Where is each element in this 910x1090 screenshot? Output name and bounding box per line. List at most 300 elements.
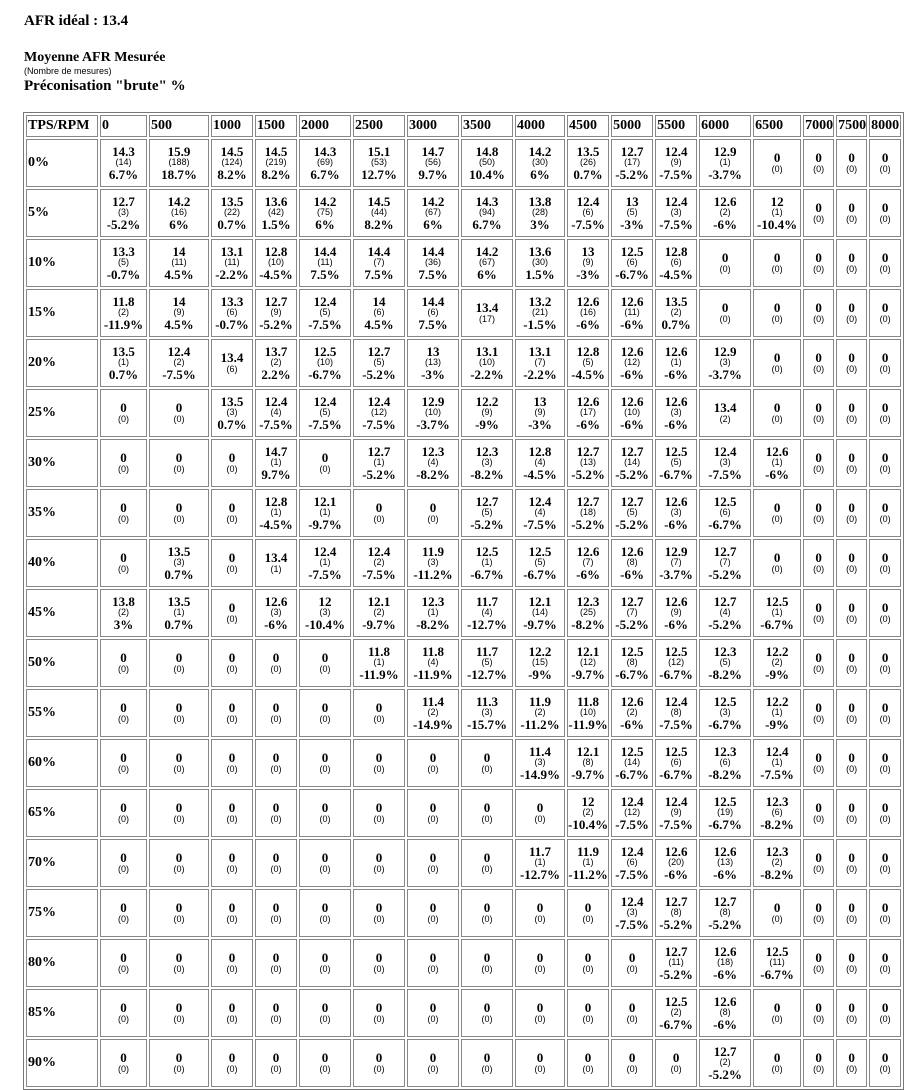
afr-cell <box>515 889 565 937</box>
afr-cell <box>836 789 867 837</box>
afr-cell <box>149 789 209 837</box>
mean-afr-value: 0 <box>175 1000 183 1016</box>
correction-percent: -6.7% <box>659 466 693 482</box>
measure-count: (0) <box>481 914 493 925</box>
mean-afr-value: 0 <box>321 950 329 966</box>
mean-afr-value: 14.7 <box>421 143 445 159</box>
afr-cell <box>100 839 147 887</box>
correction-percent: -3.7% <box>708 166 742 182</box>
mean-afr-value: 0 <box>120 800 127 816</box>
afr-cell <box>655 289 697 337</box>
afr-cell <box>353 889 405 937</box>
afr-cell <box>611 239 653 287</box>
mean-afr-value: 0 <box>584 1050 592 1066</box>
correction-percent: -14.9% <box>519 766 561 782</box>
afr-cell <box>836 239 867 287</box>
mean-afr-value: 12.1 <box>313 493 337 509</box>
afr-cell <box>803 889 834 937</box>
afr-cell <box>803 839 834 887</box>
measure-count: (5) <box>118 257 129 268</box>
afr-cell <box>869 239 901 287</box>
afr-cell <box>836 189 867 237</box>
mean-afr-value: 0 <box>536 900 544 916</box>
mean-afr-value: 12.5 <box>528 543 552 559</box>
mean-afr-value: 13.5 <box>112 343 135 359</box>
correction-percent: -3% <box>528 416 552 432</box>
measure-count: (0) <box>771 414 783 425</box>
mean-afr-value: 11.9 <box>577 843 600 859</box>
afr-cell <box>461 839 513 887</box>
measure-count: (4) <box>427 457 439 468</box>
mean-afr-value: 12.3 <box>765 793 789 809</box>
correction-percent: 0.7% <box>164 566 194 582</box>
measure-count: (1) <box>771 707 783 718</box>
measure-count: (0) <box>427 864 439 875</box>
measure-count: (2) <box>270 357 282 368</box>
mean-afr-value: 0 <box>815 900 822 916</box>
afr-cell <box>299 689 351 737</box>
measure-count: (17) <box>624 157 641 168</box>
afr-cell <box>255 339 297 387</box>
measure-count: (1) <box>319 507 331 518</box>
mean-afr-value: 12.5 <box>313 343 337 359</box>
mean-afr-value: 0 <box>848 950 855 966</box>
mean-afr-value: 15.9 <box>167 143 191 159</box>
measure-count: (3) <box>319 607 331 618</box>
correction-percent: -6% <box>664 866 689 882</box>
mean-afr-value: 0 <box>584 950 592 966</box>
rpm-header: 7500 <box>836 115 867 137</box>
correction-percent: 6% <box>315 216 335 232</box>
mean-afr-value: 0 <box>848 150 855 166</box>
afr-cell <box>803 739 834 787</box>
mean-afr-value: 12.7 <box>112 193 135 209</box>
afr-cell <box>611 539 653 587</box>
mean-afr-value: 0 <box>628 950 636 966</box>
mean-afr-value: 12.2 <box>528 643 552 659</box>
correction-percent: -6.7% <box>615 666 649 682</box>
correction-percent: -6% <box>713 866 738 882</box>
mean-afr-value: 0 <box>815 850 822 866</box>
mean-afr-value: 0 <box>375 950 383 966</box>
afr-cell <box>753 339 801 387</box>
afr-cell <box>353 489 405 537</box>
afr-cell <box>407 639 459 687</box>
measure-count: (0) <box>813 814 825 825</box>
afr-cell <box>611 139 653 187</box>
tps-label: 25% <box>26 389 98 437</box>
measure-count: (13) <box>717 857 734 868</box>
correction-percent: -11.9% <box>413 666 453 682</box>
correction-percent: -4.5% <box>659 266 693 282</box>
rpm-header: 1500 <box>255 115 297 137</box>
measure-count: (0) <box>771 164 783 175</box>
afr-cell <box>407 739 459 787</box>
mean-afr-value: 12 <box>581 793 595 809</box>
afr-cell <box>353 589 405 637</box>
measure-count: (0) <box>173 864 185 875</box>
tps-label: 45% <box>26 589 98 637</box>
correction-percent: -9% <box>475 416 499 432</box>
rpm-header: 6500 <box>753 115 801 137</box>
measure-count: (0) <box>879 464 891 475</box>
measure-count: (188) <box>168 157 190 168</box>
measure-count: (0) <box>846 414 858 425</box>
mean-afr-value: 0 <box>375 850 383 866</box>
afr-cell <box>149 739 209 787</box>
measure-count: (67) <box>478 257 495 268</box>
afr-cell <box>655 589 697 637</box>
correction-percent: 1.5% <box>525 266 555 282</box>
afr-cell <box>299 989 351 1037</box>
correction-percent: -7.5% <box>259 416 293 432</box>
afr-cell <box>655 939 697 987</box>
mean-afr-value: 12.6 <box>620 393 644 409</box>
correction-percent: -2.2% <box>470 366 504 382</box>
measure-count: (5) <box>373 357 385 368</box>
correction-percent: -11.2% <box>568 866 608 882</box>
mean-afr-value: 0 <box>272 900 280 916</box>
correction-percent: -9% <box>528 666 552 682</box>
afr-cell <box>515 439 565 487</box>
afr-cell <box>100 889 147 937</box>
tps-label: 10% <box>26 239 98 287</box>
afr-cell <box>869 189 901 237</box>
afr-cell <box>869 489 901 537</box>
afr-cell <box>211 439 253 487</box>
afr-cell <box>515 539 565 587</box>
afr-cell <box>611 789 653 837</box>
measure-count: (0) <box>846 364 858 375</box>
mean-afr-value: 11.9 <box>528 693 552 709</box>
afr-cell <box>699 339 751 387</box>
mean-afr-value: 12.5 <box>664 643 688 659</box>
measure-count: (0) <box>427 764 439 775</box>
table-row <box>26 839 901 887</box>
measure-count: (2) <box>670 307 682 318</box>
afr-cell <box>407 939 459 987</box>
afr-cell <box>353 539 405 587</box>
measure-count: (0) <box>846 614 858 625</box>
correction-percent: -12.7% <box>466 616 508 632</box>
measure-count: (0) <box>427 514 439 525</box>
measure-count: (6) <box>719 507 731 518</box>
afr-cell <box>299 739 351 787</box>
mean-afr-value: 0 <box>375 900 383 916</box>
afr-cell <box>353 939 405 987</box>
mean-afr-value: 0 <box>721 250 729 266</box>
table-row <box>26 139 901 187</box>
measure-count: (4) <box>481 607 493 618</box>
afr-cell <box>299 589 351 637</box>
afr-cell <box>407 539 459 587</box>
mean-afr-value: 13.5 <box>167 543 191 559</box>
measure-count: (0) <box>427 914 439 925</box>
correction-percent: -8.2% <box>571 616 605 632</box>
measure-count: (30) <box>531 157 548 168</box>
afr-cell <box>461 539 513 587</box>
measure-count: (4) <box>534 457 546 468</box>
mean-afr-value: 0 <box>321 450 329 466</box>
measure-count: (1) <box>319 557 331 568</box>
measure-count: (0) <box>534 1064 546 1075</box>
mean-afr-value: 12.4 <box>313 543 337 559</box>
afr-cell <box>611 339 653 387</box>
afr-cell <box>149 839 209 887</box>
rpm-header: 3000 <box>407 115 459 137</box>
measure-count: (0) <box>813 514 825 525</box>
measure-count: (1) <box>118 357 129 368</box>
mean-afr-value: 0 <box>321 750 329 766</box>
measure-count: (94) <box>478 207 495 218</box>
mean-afr-value: 0 <box>375 1000 383 1016</box>
correction-percent: -9.7% <box>523 616 557 632</box>
afr-cell <box>699 689 751 737</box>
measure-count: (3) <box>427 557 439 568</box>
afr-cell <box>567 289 609 337</box>
measure-count: (0) <box>226 464 238 475</box>
mean-afr-value: 0 <box>815 1000 822 1016</box>
mean-afr-value: 0 <box>815 150 822 166</box>
afr-cell <box>255 989 297 1037</box>
measure-count: (0) <box>879 914 891 925</box>
measure-count: (0) <box>813 314 825 325</box>
mean-afr-value: 12 <box>770 193 784 209</box>
afr-cell <box>407 839 459 887</box>
mean-afr-value: 11.8 <box>577 693 600 709</box>
mean-afr-value: 0 <box>848 400 855 416</box>
measure-count: (1) <box>771 207 783 218</box>
measure-count: (0) <box>582 1014 594 1025</box>
rpm-header: 500 <box>149 115 209 137</box>
mean-afr-value: 11.7 <box>475 643 499 659</box>
mean-afr-value: 0 <box>272 650 280 666</box>
measure-count: (21) <box>531 307 548 318</box>
mean-afr-value: 13.1 <box>220 243 244 259</box>
mean-afr-value: 12.3 <box>475 443 499 459</box>
measure-count: (0) <box>813 214 825 225</box>
mean-afr-value: 0 <box>848 250 855 266</box>
measure-count: (75) <box>316 207 333 218</box>
afr-cell <box>836 589 867 637</box>
mean-afr-value: 0 <box>375 750 383 766</box>
correction-percent: -10.4% <box>757 216 798 232</box>
mean-afr-value: 0 <box>815 200 822 216</box>
afr-cell <box>211 139 253 187</box>
mean-afr-value: 0 <box>815 600 822 616</box>
measure-count: (0) <box>813 1014 825 1025</box>
mean-afr-heading: Moyenne AFR Mesurée <box>24 50 166 65</box>
afr-cell <box>699 289 751 337</box>
afr-cell <box>655 889 697 937</box>
measure-count: (0) <box>534 964 546 975</box>
afr-cell <box>567 239 609 287</box>
measure-count: (0) <box>173 714 185 725</box>
afr-cell <box>869 839 901 887</box>
mean-afr-value: 13.8 <box>528 193 552 209</box>
afr-cell <box>836 489 867 537</box>
mean-afr-value: 0 <box>881 500 889 516</box>
mean-afr-value: 12.5 <box>765 593 789 609</box>
measure-count: (0) <box>226 514 238 525</box>
mean-afr-value: 0 <box>848 450 855 466</box>
mean-afr-value: 0 <box>881 850 889 866</box>
table-row <box>26 939 901 987</box>
mean-afr-value: 12.2 <box>765 643 789 659</box>
afr-cell <box>515 289 565 337</box>
afr-cell <box>836 639 867 687</box>
measure-count: (56) <box>424 157 441 168</box>
mean-afr-value: 12.2 <box>475 393 499 409</box>
measure-count: (5) <box>670 457 682 468</box>
measure-count: (0) <box>813 864 825 875</box>
mean-afr-value: 12.7 <box>713 1043 737 1059</box>
afr-cell <box>699 939 751 987</box>
afr-cell <box>611 739 653 787</box>
measure-count: (0) <box>771 1014 783 1025</box>
table-row <box>26 339 901 387</box>
measure-count: (0) <box>270 864 282 875</box>
afr-cell <box>655 539 697 587</box>
mean-afr-value: 14 <box>372 293 386 309</box>
measure-count: (3) <box>173 557 185 568</box>
afr-cell <box>100 239 147 287</box>
afr-cell <box>100 139 147 187</box>
correction-percent: -2.2% <box>523 366 557 382</box>
afr-cell <box>753 589 801 637</box>
correction-percent: -3.7% <box>659 566 693 582</box>
correction-percent: -11.9% <box>359 666 399 682</box>
mean-afr-value: 0 <box>773 300 781 316</box>
afr-ideal-heading: AFR idéal : 13.4 <box>24 13 129 29</box>
correction-percent: 7.5% <box>364 266 394 282</box>
measure-count: (0) <box>719 314 731 325</box>
measure-count: (0) <box>813 714 825 725</box>
mean-afr-value: 0 <box>120 700 127 716</box>
measure-count: (5) <box>534 557 546 568</box>
afr-cell <box>699 539 751 587</box>
correction-percent: -14.9% <box>412 716 454 732</box>
mean-afr-value: 12.5 <box>620 743 644 759</box>
correction-percent: 2.2% <box>261 366 291 382</box>
afr-cell <box>461 139 513 187</box>
correction-percent: -7.5% <box>308 566 342 582</box>
afr-cell <box>299 339 351 387</box>
mean-afr-value: 12.4 <box>264 393 288 409</box>
measure-count: (0) <box>879 764 891 775</box>
measure-count: (2) <box>427 707 439 718</box>
mean-afr-value: 12.8 <box>576 343 600 359</box>
measure-count: (0) <box>173 1014 185 1025</box>
table-row <box>26 989 901 1037</box>
correction-percent: -4.5% <box>259 516 293 532</box>
afr-cell <box>567 189 609 237</box>
correction-percent: -7.5% <box>308 416 342 432</box>
mean-afr-value: 14.4 <box>367 243 391 259</box>
measure-count: (1) <box>534 857 546 868</box>
measure-count: (11) <box>224 257 240 268</box>
afr-cell <box>699 139 751 187</box>
measure-count: (8) <box>670 907 682 918</box>
mean-afr-value: 0 <box>228 850 236 866</box>
measure-count: (1) <box>582 857 594 868</box>
mean-afr-value: 13.2 <box>528 293 552 309</box>
tps-label: 15% <box>26 289 98 337</box>
afr-cell <box>753 989 801 1037</box>
afr-cell <box>803 939 834 987</box>
correction-percent: -11.2% <box>413 566 453 582</box>
measure-count: (1) <box>373 457 385 468</box>
mean-afr-value: 12.2 <box>765 693 789 709</box>
correction-percent: 9.7% <box>418 166 448 182</box>
afr-cell <box>836 539 867 587</box>
correction-percent: 6.7% <box>472 216 502 232</box>
mean-afr-value: 0 <box>120 400 127 416</box>
mean-afr-value: 12.6 <box>664 593 688 609</box>
afr-cell <box>255 939 297 987</box>
measure-count: (10) <box>580 707 597 718</box>
measure-count: (2) <box>771 857 783 868</box>
correction-percent: -6.7% <box>470 566 504 582</box>
mean-afr-value: 12.5 <box>620 243 644 259</box>
afr-cell <box>836 889 867 937</box>
measure-count: (2) <box>719 1057 731 1068</box>
measure-count: (0) <box>846 164 858 175</box>
measure-count: (9) <box>670 157 682 168</box>
measure-count: (0) <box>118 414 129 425</box>
measure-count: (2) <box>373 557 385 568</box>
afr-cell <box>149 389 209 437</box>
mean-afr-value: 0 <box>815 300 822 316</box>
afr-cell <box>869 139 901 187</box>
correction-percent: 7.5% <box>418 266 448 282</box>
measure-count: (6) <box>670 757 682 768</box>
mean-afr-value: 0 <box>228 1050 236 1066</box>
afr-cell <box>567 889 609 937</box>
afr-cell <box>299 889 351 937</box>
correction-percent: -6.7% <box>708 816 742 832</box>
measure-count: (3) <box>719 357 731 368</box>
measure-count: (0) <box>373 814 385 825</box>
mean-afr-value: 12.4 <box>167 343 191 359</box>
measure-count: (15) <box>531 657 548 668</box>
mean-afr-value: 0 <box>228 500 236 516</box>
afr-cell <box>211 789 253 837</box>
mean-afr-value: 0 <box>175 900 183 916</box>
mean-afr-value: 0 <box>429 900 437 916</box>
afr-cell <box>211 289 253 337</box>
measure-count: (3) <box>670 207 682 218</box>
measure-count: (0) <box>173 764 185 775</box>
correction-percent: -5.2% <box>362 366 396 382</box>
afr-cell <box>655 239 697 287</box>
mean-afr-value: 0 <box>848 200 855 216</box>
correction-percent: -15.7% <box>466 716 508 732</box>
measure-count: (6) <box>427 307 439 318</box>
correction-percent: -3.7% <box>416 416 450 432</box>
measure-count: (11) <box>769 957 785 968</box>
correction-percent: -10.4% <box>304 616 346 632</box>
mean-afr-value: 0 <box>120 550 127 566</box>
correction-percent: -6.7% <box>659 766 693 782</box>
afr-cell <box>753 239 801 287</box>
correction-percent: -6.7% <box>708 516 742 532</box>
afr-cell <box>353 839 405 887</box>
afr-cell <box>753 539 801 587</box>
mean-afr-value: 0 <box>773 350 781 366</box>
afr-cell <box>211 689 253 737</box>
measure-count: (1) <box>771 757 783 768</box>
